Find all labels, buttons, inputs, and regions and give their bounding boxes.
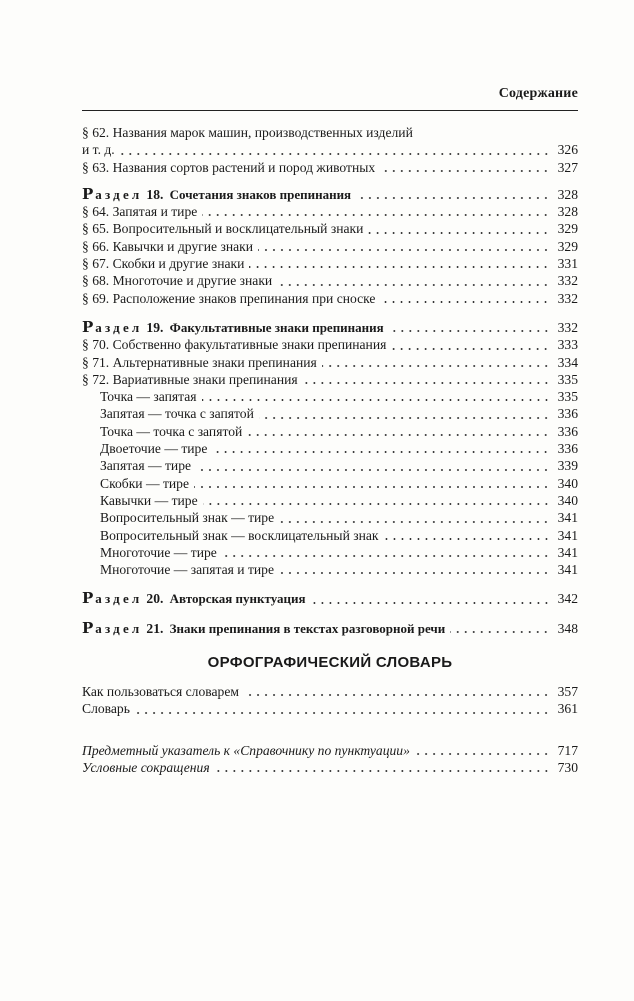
toc-entry-sec18-5[interactable] [82,290,578,307]
toc-entry-text: Вопросительный знак — восклицательный знак [100,527,379,543]
toc-entry-text: Двоеточие — тире [100,441,208,457]
toc-entry-sec19-1[interactable] [82,354,578,371]
toc-entry-text: § 70. Собственно факультативные знаки препинания [82,337,387,353]
toc-entry-text: Вопросительный знак — тире [100,510,275,526]
section-title: Сочетания знаков препинания [169,186,352,202]
dot-leader [215,770,550,772]
toc-subentry-sec19-6[interactable] [82,492,578,509]
toc-entry-sec18-0[interactable] [82,203,578,220]
page-number: 332 [557,273,578,289]
toc-entry-text: § 66. Кавычки и другие знаки [82,238,254,254]
index-entries [82,742,578,777]
toc-entry-text: Условные сокращения [82,759,210,775]
dot-leader [259,417,550,419]
toc-entry-text: § 72. Вариативные знаки препинания [82,371,298,387]
page-number: 342 [557,591,578,607]
dot-leader [120,153,550,155]
toc-section-18[interactable] [82,186,578,203]
toc-entry-text: Как пользоваться словарем [82,684,239,700]
dot-leader [322,365,550,367]
page-number: 730 [557,759,578,775]
toc-subentry-sec19-4[interactable] [82,457,578,474]
dot-leader [311,602,550,604]
toc-entry-63[interactable] [82,159,578,176]
toc-entry-text: § 71. Альтернативные знаки препинания [82,354,317,370]
section-word: Раздел [82,589,143,608]
toc-entry-text: Предметный указатель к «Справочнику по пунктуации» [82,742,410,758]
dot-leader [384,538,550,540]
toc-entry-sec18-3[interactable] [82,255,578,272]
dot-leader [202,214,550,216]
dot-leader [380,170,550,172]
page-number: 332 [557,319,578,335]
dot-leader [368,232,550,234]
dot-leader [415,753,550,755]
dot-leader [391,348,550,350]
toc-entry-index-1[interactable] [82,759,578,776]
dot-leader [356,197,550,199]
page-number: 335 [557,389,578,405]
dictionary-entries [82,683,578,718]
toc-entry-62-line1[interactable] [82,124,578,141]
toc-subentry-sec19-2[interactable] [82,423,578,440]
section-18-entries [82,203,578,307]
page-number: 331 [557,256,578,272]
toc-subentry-sec19-10[interactable] [82,561,578,578]
page-number: 340 [557,475,578,491]
toc-entry-text: и т. д. [82,142,115,158]
dot-leader [380,301,550,303]
running-title: Содержание [498,86,578,101]
section-word: Раздел [82,184,143,203]
toc-subentry-sec19-3[interactable] [82,440,578,457]
section-word: Раздел [82,317,143,336]
page-number: 329 [557,238,578,254]
dot-leader [247,434,550,436]
toc-entry-text: Запятая — тире [100,458,192,474]
toc-entry-text: Скобки — тире [100,475,190,491]
dot-leader [249,266,550,268]
toc-subentry-sec19-1[interactable] [82,405,578,422]
toc-entry-text: § 65. Вопросительный и восклицательный знаки [82,221,364,237]
toc-section-19[interactable] [82,319,578,336]
dot-leader [194,486,550,488]
toc-entry-text: § 63. Названия сортов растений и пород животных [82,159,376,175]
toc-subentry-sec19-0[interactable] [82,388,578,405]
section-word: Раздел [82,618,143,637]
page-number: 336 [557,406,578,422]
toc-entry-dictionary-1[interactable] [82,700,578,717]
toc-entry-text: Словарь [82,701,130,717]
section-title: Факультативные знаки препинания [169,319,384,335]
toc-subentry-sec19-8[interactable] [82,527,578,544]
toc-entry-text: § 62. Названия марок машин, производственных изделий [82,125,413,140]
page-number: 341 [557,544,578,560]
dot-leader [303,382,550,384]
table-of-contents [82,124,578,776]
section-19-subentries [82,388,578,578]
page-number: 334 [557,354,578,370]
toc-entry-text: § 69. Расположение знаков препинания при сноске [82,290,376,306]
page-number: 348 [557,620,578,636]
dot-leader [135,712,550,714]
page-number: 336 [557,423,578,439]
page-number: 717 [557,742,578,758]
toc-entry-sec19-0[interactable] [82,336,578,353]
dot-leader [258,249,550,251]
toc-entry-text: § 67. Скобки и другие знаки [82,256,245,272]
section-heading [82,186,351,203]
header-rule [82,110,578,111]
page-number: 329 [557,221,578,237]
section-number: 18. [146,186,164,202]
dot-leader [196,469,550,471]
dot-leader [222,555,550,557]
toc-entry-index-0[interactable] [82,742,578,759]
page-number: 336 [557,441,578,457]
toc-entry-text: Кавычки — тире [100,492,198,508]
section-heading [82,620,445,637]
page-number: 332 [557,290,578,306]
page-number: 341 [557,510,578,526]
dot-leader [279,521,550,523]
toc-entry-text: Точка — точка с запятой [100,423,243,439]
page-number: 339 [557,458,578,474]
page-number: 361 [557,701,578,717]
dot-leader [279,572,550,574]
section-number: 21. [146,620,164,636]
page-number: 328 [557,204,578,220]
toc-entry-62-line2[interactable] [82,141,578,158]
dot-leader [212,451,550,453]
section-number: 20. [146,591,164,607]
page-number: 328 [557,186,578,202]
section-title: Знаки препинания в текстах разговорной речи [169,620,446,636]
dot-leader [389,330,550,332]
section-heading [82,590,306,607]
page-number: 357 [557,684,578,700]
toc-entry-text: Запятая — точка с запятой [100,406,254,422]
toc-entry-sec18-4[interactable] [82,272,578,289]
page-number: 341 [557,527,578,543]
toc-subentry-sec19-9[interactable] [82,544,578,561]
toc-entry-text: Многоточие — тире [100,544,217,560]
toc-entry-sec18-2[interactable] [82,238,578,255]
toc-entry-sec19-2[interactable] [82,371,578,388]
dictionary-heading: ОРФОГРАФИЧЕСКИЙ СЛОВАРЬ [207,654,453,672]
section-19-entries [82,336,578,388]
toc-entry-text: § 64. Запятая и тире [82,204,198,220]
dot-leader [277,284,550,286]
page-number: 340 [557,492,578,508]
toc-entry-text: § 68. Многоточие и другие знаки [82,273,273,289]
section-title: Авторская пунктуация [169,591,306,607]
page-number: 341 [557,562,578,578]
toc-entry-text: Точка — запятая [100,389,197,405]
toc-entry-sec18-1[interactable] [82,220,578,237]
page-number: 327 [557,159,578,175]
page-number: 326 [557,142,578,158]
toc-section-20[interactable] [82,590,578,607]
toc-section-21[interactable] [82,620,578,637]
section-number: 19. [146,319,164,335]
section-heading [82,319,384,336]
page-number: 333 [557,337,578,353]
toc-entry-text: Многоточие — запятая и тире [100,562,275,578]
toc-subentry-sec19-5[interactable] [82,475,578,492]
dot-leader [450,631,550,633]
toc-subentry-sec19-7[interactable] [82,509,578,526]
toc-entry-dictionary-0[interactable] [82,683,578,700]
dot-leader [203,503,550,505]
dot-leader [202,399,550,401]
page-number: 335 [557,371,578,387]
dot-leader [244,694,550,696]
